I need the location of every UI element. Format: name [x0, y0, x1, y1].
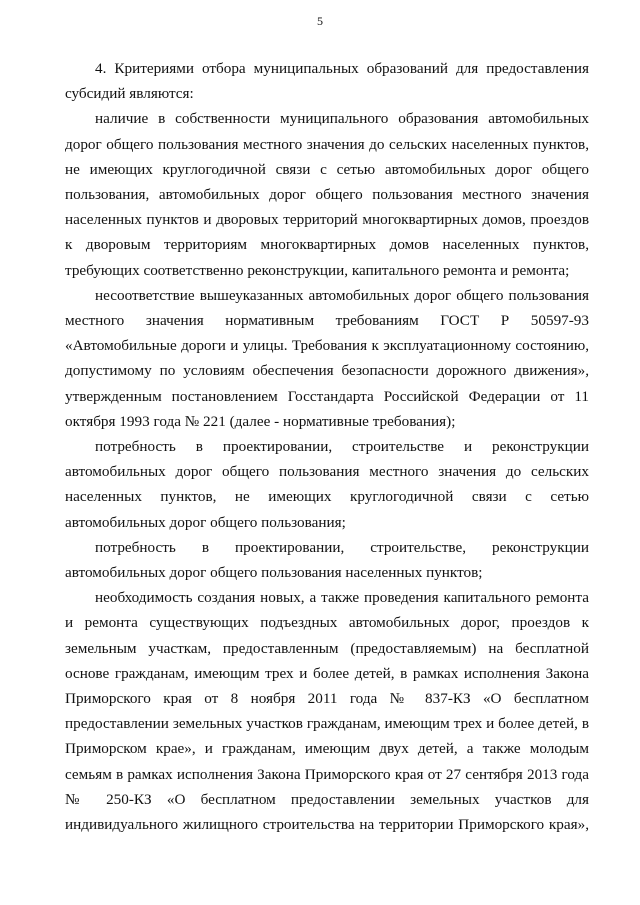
- document-body: [65, 56, 589, 837]
- page-number: 5: [317, 14, 323, 28]
- paragraph-criteria-intro: 4. Критериями отбора муниципальных образований для предоставления субсидий являются:: [65, 60, 589, 103]
- paragraph-access-roads-need: необходимость создания новых, а также проведения капитального ремонта и ремонта существующих подъездных автомобильных дорог, проездов к земельным участкам, предоставленным (предоставляемым) на бесплатной основе гражданам, имеющим трех и более детей, в рамках исполнения Закона Приморского края от 8 ноября 2011 года № 837-КЗ «О бесплатном предоставлении земельных участков гражданам, имеющим трех и более детей, в Приморском крае», и гражданам, имеющим двух детей, а также молодым семьям в рамках исполнения Закона Приморского края от 27 сентября 2013 года № 250-КЗ «О бесплатном предоставлении земельных участков для индивидуального жилищного строительства на территории Приморского края»,: [65, 589, 589, 834]
- paragraph-settlement-roads-need: потребность в проектировании, строительстве, реконструкции автомобильных дорог общего пользования населенных пунктов;: [65, 538, 589, 582]
- paragraph-road-ownership: наличие в собственности муниципального образования автомобильных дорог общего пользования местного значения до сельских населенных пунктов, не имеющих круглогодичной связи с сетью автомобильных дорог общего пользования, автомобильных дорог общего пользования местного значения населенных пунктов и дворовых территорий многоквартирных домов, проездов к дворовым территориям многоквартирных домов населенных пунктов, требующих соответственно реконструкции, капитального ремонта и ремонта;: [65, 110, 589, 279]
- paragraph-gost-noncompliance: несоответствие вышеуказанных автомобильных дорог общего пользования местного значения нормативным требованиям ГОСТ Р 50597-93 «Автомобильные дороги и улицы. Требования к эксплуатационному состоянию, допустимому по условиям обеспечения безопасности дорожного движения», утвержденным постановлением Госстандарта Российской Федерации от 11 октября 1993 года № 221 (далее - нормативные требования);: [65, 286, 589, 430]
- paragraph-rural-roads-need: потребность в проектировании, строительстве и реконструкции автомобильных дорог общего пользования местного значения до сельских населенных пунктов, не имеющих круглогодичной связи с сетью автомобильных дорог общего пользования;: [65, 438, 589, 531]
